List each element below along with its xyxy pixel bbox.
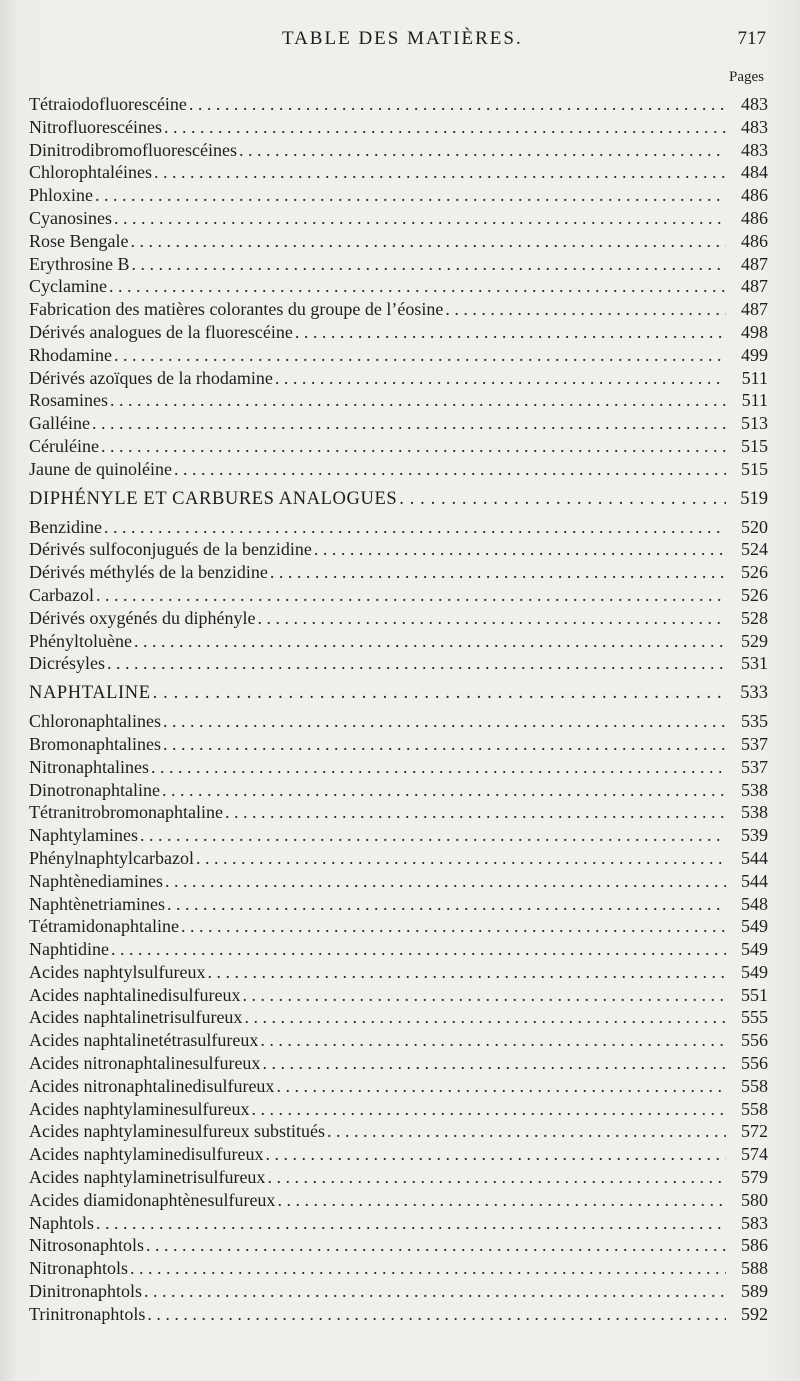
- entry-title: Dérivés sulfoconjugués de la benzidine: [29, 539, 312, 560]
- entry-page: 549: [741, 916, 768, 937]
- dot-leader: [153, 681, 726, 705]
- toc-entry: [29, 321, 768, 344]
- entry-page: 486: [741, 185, 768, 206]
- dot-leader: [260, 1029, 726, 1052]
- toc-entry: [29, 1143, 768, 1166]
- toc-entry: [29, 139, 768, 162]
- entry-page: 544: [741, 870, 768, 891]
- toc-entry: [29, 779, 768, 802]
- entry-page: 486: [741, 230, 768, 251]
- entry-page: 556: [741, 1053, 768, 1074]
- toc-entry: [29, 184, 768, 207]
- toc-entry: [29, 1234, 768, 1257]
- toc-entry: [29, 870, 768, 893]
- section-heading: [29, 681, 768, 705]
- toc-entry: [29, 733, 768, 756]
- entry-page: 572: [741, 1121, 768, 1142]
- toc-entry: [29, 961, 768, 984]
- toc-entry: [29, 561, 768, 584]
- entry-title: Céruléine: [29, 435, 99, 456]
- toc-entry: [29, 116, 768, 139]
- entry-title: Benzidine: [29, 516, 102, 537]
- entry-page: 579: [741, 1167, 768, 1188]
- entry-title: Tétramidonaphtaline: [29, 916, 179, 937]
- dot-leader: [140, 824, 726, 847]
- toc-entry: [29, 298, 768, 321]
- entry-title: Nitrofluorescéines: [29, 116, 162, 137]
- entry-title: Acides naphtalinedisulfureux: [29, 984, 241, 1005]
- toc-entry: [29, 584, 768, 607]
- entry-page: 528: [741, 607, 768, 628]
- entry-title: Nitronaphtalines: [29, 756, 149, 777]
- dot-leader: [114, 207, 726, 230]
- dot-leader: [104, 516, 726, 539]
- entry-page: 515: [741, 458, 768, 479]
- entry-page: 535: [741, 711, 768, 732]
- toc-entry: [29, 538, 768, 561]
- dot-leader: [163, 710, 726, 733]
- entry-page: 499: [741, 344, 768, 365]
- entry-page: 592: [741, 1303, 768, 1324]
- dot-leader: [107, 652, 726, 675]
- dot-leader: [196, 847, 726, 870]
- section-title: DIPHÉNYLE ET CARBURES ANALOGUES: [29, 488, 398, 509]
- page-header: [0, 28, 800, 52]
- entry-page: 487: [741, 276, 768, 297]
- running-title: TABLE DES MATIÈRES.: [282, 28, 523, 49]
- entry-page: 558: [741, 1075, 768, 1096]
- dot-leader: [96, 584, 726, 607]
- dot-leader: [163, 733, 726, 756]
- toc-entry: [29, 389, 768, 412]
- entry-title: Galléine: [29, 413, 90, 434]
- dot-leader: [110, 389, 726, 412]
- entry-page: 483: [741, 94, 768, 114]
- dot-leader: [132, 253, 727, 276]
- toc-entry: [29, 161, 768, 184]
- dot-leader: [242, 984, 726, 1007]
- dot-leader: [207, 961, 726, 984]
- entry-page: 511: [741, 367, 768, 388]
- entry-page: 520: [741, 516, 768, 537]
- toc-entry: [29, 1006, 768, 1029]
- entry-page: 537: [741, 756, 768, 777]
- entry-page: 551: [741, 984, 768, 1005]
- entry-title: Tétranitrobromonaphtaline: [29, 802, 223, 823]
- dot-leader: [277, 1189, 726, 1212]
- entry-page: 548: [741, 893, 768, 914]
- dot-leader: [134, 630, 726, 653]
- dot-leader: [181, 915, 726, 938]
- entry-page: 484: [741, 162, 768, 183]
- entry-page: 513: [741, 413, 768, 434]
- toc-entry: [29, 1257, 768, 1280]
- entry-title: Acides diamidonaphtènesulfureux: [29, 1189, 276, 1210]
- entry-title: Jaune de quinoléine: [29, 458, 172, 479]
- toc-entry: [29, 230, 768, 253]
- dot-leader: [146, 1234, 726, 1257]
- dot-leader: [92, 412, 726, 435]
- entry-title: Acides naphtylsulfureux: [29, 961, 206, 982]
- entry-title: Acides nitronaphtalinedisulfureux: [29, 1075, 275, 1096]
- entry-page: 539: [741, 825, 768, 846]
- dot-leader: [270, 561, 726, 584]
- dot-leader: [144, 1280, 726, 1303]
- toc-entry: [29, 435, 768, 458]
- entry-title: Acides nitronaphtalinesulfureux: [29, 1053, 261, 1074]
- toc-entry: [29, 207, 768, 230]
- entry-title: Erythrosine B: [29, 253, 130, 274]
- dot-leader: [111, 938, 726, 961]
- dot-leader: [295, 321, 726, 344]
- toc-entry: [29, 93, 768, 116]
- toc-entry: [29, 253, 768, 276]
- entry-title: Acides naphtalinetrisulfureux: [29, 1007, 243, 1028]
- toc-entry: [29, 756, 768, 779]
- entry-page: 589: [741, 1281, 768, 1302]
- entry-page: 586: [741, 1235, 768, 1256]
- entry-title: Rosamines: [29, 390, 108, 411]
- entry-page: 515: [741, 435, 768, 456]
- toc-entry: [29, 1052, 768, 1075]
- toc-entry: [29, 458, 768, 481]
- dot-leader: [101, 435, 726, 458]
- toc-entry: [29, 938, 768, 961]
- entry-title: Dinotronaphtaline: [29, 779, 160, 800]
- entry-page: 526: [741, 584, 768, 605]
- entry-title: Bromonaphtalines: [29, 733, 161, 754]
- entry-title: Dérivés méthylés de la benzidine: [29, 562, 268, 583]
- pages-column-label: Pages: [729, 69, 764, 85]
- toc-entry: [29, 1029, 768, 1052]
- entry-page: 498: [741, 321, 768, 342]
- entry-page: 483: [741, 116, 768, 137]
- toc-entry: [29, 344, 768, 367]
- section-title: NAPHTALINE: [29, 683, 151, 704]
- entry-title: Phénylnaphtylcarbazol: [29, 847, 194, 868]
- dot-leader: [399, 487, 726, 511]
- dot-leader: [130, 230, 726, 253]
- entry-page: 583: [741, 1212, 768, 1233]
- entry-title: Dérivés analogues de la fluorescéine: [29, 321, 293, 342]
- entry-title: Naphtènediamines: [29, 870, 163, 891]
- entry-title: Acides naphtylaminedisulfureux: [29, 1144, 264, 1165]
- entry-title: Chloronaphtalines: [29, 711, 161, 732]
- toc-entry: [29, 710, 768, 733]
- entry-title: Dicrésyles: [29, 653, 105, 674]
- dot-leader: [265, 1143, 726, 1166]
- entry-title: Naphtènetriamines: [29, 893, 165, 914]
- section-page: 533: [740, 683, 768, 704]
- dot-leader: [114, 344, 726, 367]
- dot-leader: [109, 275, 726, 298]
- dot-leader: [147, 1303, 726, 1326]
- toc-entry: [29, 1303, 768, 1326]
- entry-page: 531: [741, 653, 768, 674]
- dot-leader: [244, 1006, 726, 1029]
- entry-title: Dérivés azoïques de la rhodamine: [29, 367, 273, 388]
- entry-page: 544: [741, 847, 768, 868]
- entry-page: 483: [741, 139, 768, 160]
- entry-page: 538: [741, 802, 768, 823]
- dot-leader: [174, 458, 726, 481]
- dot-leader: [151, 756, 726, 779]
- toc-entry: [29, 1212, 768, 1235]
- entry-page: 537: [741, 733, 768, 754]
- toc-entry: [29, 1166, 768, 1189]
- entry-page: 556: [741, 1030, 768, 1051]
- entry-page: 526: [741, 562, 768, 583]
- entry-title: Tétraiodofluorescéine: [29, 94, 187, 114]
- entry-title: Cyanosines: [29, 207, 112, 228]
- toc-entry: [29, 630, 768, 653]
- entry-title: Acides naphtylaminesulfureux: [29, 1098, 250, 1119]
- entry-title: Acides naphtylaminesulfureux substitués: [29, 1121, 325, 1142]
- toc-entry: [29, 984, 768, 1007]
- entry-title: Naphtidine: [29, 939, 109, 960]
- entry-title: Phényltoluène: [29, 630, 132, 651]
- dot-leader: [257, 607, 726, 630]
- entry-title: Carbazol: [29, 584, 94, 605]
- entry-page: 549: [741, 961, 768, 982]
- section-heading: [29, 487, 768, 511]
- entry-title: Phloxine: [29, 185, 94, 206]
- dot-leader: [239, 139, 726, 162]
- toc-entry: [29, 1189, 768, 1212]
- dot-leader: [154, 161, 726, 184]
- toc-entry: [29, 1098, 768, 1121]
- dot-leader: [251, 1098, 726, 1121]
- entry-title: Nitrosonaphtols: [29, 1235, 144, 1256]
- entry-page: 487: [741, 253, 768, 274]
- toc-entry: [29, 801, 768, 824]
- dot-leader: [267, 1166, 726, 1189]
- dot-leader: [225, 801, 726, 824]
- entry-page: 555: [741, 1007, 768, 1028]
- toc-entry: [29, 275, 768, 298]
- section-page: 519: [740, 488, 768, 509]
- entry-page: 538: [741, 779, 768, 800]
- toc-entry: [29, 1075, 768, 1098]
- dot-leader: [262, 1052, 726, 1075]
- entry-title: Rhodamine: [29, 344, 112, 365]
- toc-entry: [29, 1280, 768, 1303]
- entry-title: Cyclamine: [29, 276, 107, 297]
- entry-page: 588: [741, 1258, 768, 1279]
- toc-entry: [29, 652, 768, 675]
- entry-page: 558: [741, 1098, 768, 1119]
- dot-leader: [167, 893, 726, 916]
- dot-leader: [275, 367, 726, 390]
- table-of-contents: [29, 93, 768, 1326]
- entry-title: Dinitronaphtols: [29, 1281, 142, 1302]
- entry-page: 574: [741, 1144, 768, 1165]
- entry-title: Trinitronaphtols: [29, 1303, 146, 1324]
- toc-entry: [29, 915, 768, 938]
- entry-page: 549: [741, 939, 768, 960]
- entry-page: 580: [741, 1189, 768, 1210]
- toc-entry: [29, 1120, 768, 1143]
- dot-leader: [445, 298, 726, 321]
- toc-entry: [29, 412, 768, 435]
- dot-leader: [189, 93, 726, 116]
- entry-title: Nitronaphtols: [29, 1258, 128, 1279]
- entry-title: Rose Bengale: [29, 230, 129, 251]
- toc-entry: [29, 607, 768, 630]
- dot-leader: [165, 870, 726, 893]
- entry-title: Acides naphtylaminetrisulfureux: [29, 1167, 266, 1188]
- entry-title: Naphtylamines: [29, 825, 138, 846]
- dot-leader: [164, 116, 726, 139]
- entry-page: 511: [741, 390, 768, 411]
- dot-leader: [96, 1212, 726, 1235]
- dot-leader: [314, 538, 726, 561]
- toc-entry: [29, 893, 768, 916]
- dot-leader: [276, 1075, 726, 1098]
- toc-entry: [29, 516, 768, 539]
- toc-entry: [29, 367, 768, 390]
- entry-title: Dinitrodibromofluorescéines: [29, 139, 237, 160]
- dot-leader: [327, 1120, 726, 1143]
- entry-page: 524: [741, 539, 768, 560]
- entry-title: Fabrication des matières colorantes du groupe de l’éosine: [29, 299, 444, 320]
- entry-page: 486: [741, 207, 768, 228]
- page-number: 717: [737, 28, 766, 49]
- entry-page: 487: [741, 299, 768, 320]
- dot-leader: [130, 1257, 726, 1280]
- dot-leader: [95, 184, 726, 207]
- entry-page: 529: [741, 630, 768, 651]
- dot-leader: [162, 779, 726, 802]
- entry-title: Acides naphtalinetétrasulfureux: [29, 1030, 259, 1051]
- entry-title: Dérivés oxygénés du diphényle: [29, 607, 256, 628]
- entry-title: Naphtols: [29, 1212, 94, 1233]
- toc-entry: [29, 824, 768, 847]
- toc-entry: [29, 847, 768, 870]
- entry-title: Chlorophtaléines: [29, 162, 152, 183]
